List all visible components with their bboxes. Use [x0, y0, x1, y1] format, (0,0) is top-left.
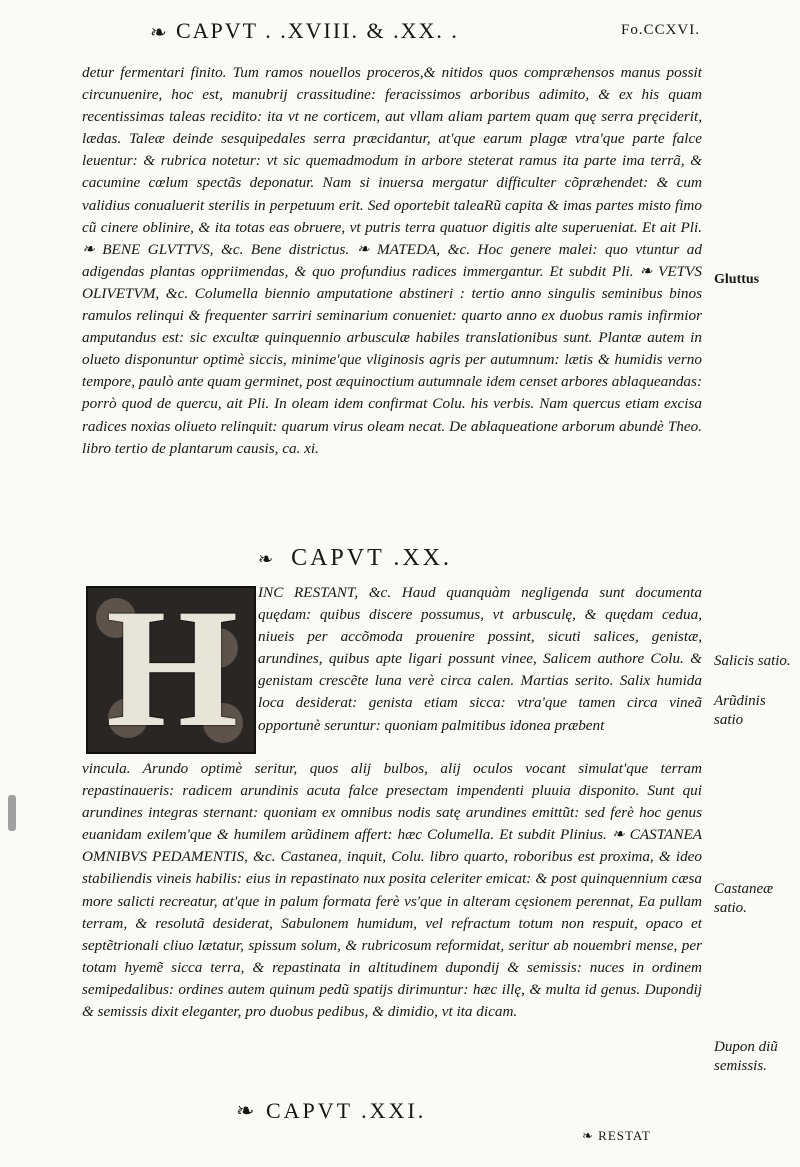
- chapter-body-text: [82, 758, 702, 1023]
- next-chapter-title: CAPVT .XXI.: [265, 1098, 427, 1123]
- folio-number: Fo.CCXVI.: [620, 22, 700, 38]
- body-paragraph: detur fermentari finito. Tum ramos nouellos proceros,& nitidos quos compræhensos manus possit circunuenire, hoc est, manubrij crassitudine: feracissimos arboribus adimito, & ex his quam recentissimas taleas recidito: ita vt ne corticem, aut vllam aliam partem quam quę serra pręciderit, lædas. Taleæ deinde sesquipedales serra præcidantur, at'que earum plagæ vtra'que parte falce leuentur: & rubrica notetur: vt sic quemadmodum in arbore steterat ramus ita parte ima terrã, & cacumine cœlum spectãs deponatur. Nam si inuersa mergatur difficulter cõpræhendet: & cum validius conualuerit sterilis in perpetuum erit. Sed oportebit taleaRũ capita & imas partes misto fimo cũ cinere oblinire, & ita totas eas obruere, vt putris terra quatuor digitis alte superueniat. Et ait Pli. ❧ BENE GLVTTVS, &c. Bene districtus. ❧ MATEDA, &c. Hoc genere malei: quo vtuntur ad adigendas plantas oppriimendas, & quo profundius radices immergantur. Et subdit Pli. ❧ VETVS OLIVETVM, &c. Columella biennio amputatione abstineri : tertio anno singulis seminibus binos ramulos relinqui & frequenter sarriri seminarium conueniet: quarto anno ex duobus ramis infirmior amputandus est: sic excultæ quinquennio arbusculæ habiles translationibus sunt. Plantæ autem in olueto disponuntur optimè siccis, minime'que vliginosis agris per autumnum: lætis & humidis verno tempore, paulò ante quam germinet, post æquinoctium autumnale idem censet arbores ablaqueandas: porrò quod de quercu, ait Pli. In oleam idem confirmat Colu. his verbis. Nam quercus etiam excisa radices noxias oliueto relinquit: quarum virus oleam necat. De ablaqueatione arborum abundè Theo. libro tertio de plantarum causis, ca. xi.: [82, 64, 702, 457]
- margin-note-gluttus: Gluttus: [714, 272, 760, 287]
- running-head-title: CAPVT . .XVIII. & .XX. .: [176, 18, 459, 43]
- chapter-title: CAPVT .XX.: [291, 545, 453, 571]
- main-text-block: [82, 62, 702, 460]
- margin-note-dupondiu: Dupon diũ semissis.: [714, 1039, 778, 1074]
- fleuron-ornament: ❧: [258, 549, 277, 569]
- page-edge-stain: [8, 795, 16, 831]
- chapter-lead-paragraph: INC RESTANT, &c. Haud quanquàm negligenda sunt documenta quędam: quibus discere possumus, vt arbusculę, & quędam cedua, niueis per accõmoda prouenire possint, sicuti salices, genistæ, arundines, quibus apte ligari possunt vinee, Salicem authore Colu. & genistam crescẽte luna verè circa calen. Martias serito. Salix humida loca desiderat: genista etiam sicca: vtra'que tamen circa vineã opportunè seruntur: quoniam palmitibus idonea præbent: [258, 584, 702, 734]
- decorated-initial: [86, 574, 256, 762]
- fleuron-ornament: ❧: [582, 1128, 594, 1143]
- chapter-heading: [258, 545, 558, 575]
- catchword: [582, 1128, 712, 1144]
- margin-note-castaneae: Castaneæ satio.: [714, 881, 774, 916]
- fleuron-ornament: ❧: [150, 22, 169, 44]
- fleuron-ornament: ❧: [236, 1098, 258, 1123]
- margin-note-salicis: Salicis satio.: [714, 653, 791, 669]
- chapter-body-paragraph: vincula. Arundo optimè seritur, quos alij bulbos, alij oculos vocant simulat'que terram repastinaueris: radicem arundinis acuta falce presectam impendenti pluuia disponito. Sunt qui arundines integras sternant: quoniam ex omnibus nodis satę arundines emittũt: sed ferè hoc genus euanidam exilem'que & humilem arũdinem affert: hæc Columella. Et subdit Plinius. ❧ CASTANEA OMNIBVS PEDAMENTIS, &c. Castanea, inquit, Colu. libro quarto, roboribus est proxima, & ideo stabiliendis vineis habilis: eius in repastinato nux posita celeriter emicat: & post quinquennium cæsa more salicti recreatur, at'que in palum formata ferè vs'que in alteram cęsionem perennat, Ea pullam terram, & resolutã desiderat, Sabulonem humidum, vel refractum totum non respuit, opaco et septẽtrionali cliuo lætatur, spissum solum, & rubricosum reformidat, seritur ab nouembri mense, per totam hyemẽ sicca terra, & repastinata in altitudinem dupondij & semissis: nuces in ordinem semipedalibus: ordines autem quinum pedũ spatijs dirimuntur: hæc illę, & multa id genus. Dupondij & semissis dixit eleganter, pro duobus pedibus, & dimidio, vt ita dicam.: [82, 760, 702, 1021]
- catchword-text: RESTAT: [598, 1128, 651, 1143]
- running-head: [150, 18, 710, 48]
- margin-note-arundinis: Arũdinis satio: [714, 693, 766, 728]
- chapter-lead-text: [258, 582, 702, 737]
- next-chapter-heading: [236, 1098, 536, 1128]
- initial-letter: H: [106, 574, 239, 762]
